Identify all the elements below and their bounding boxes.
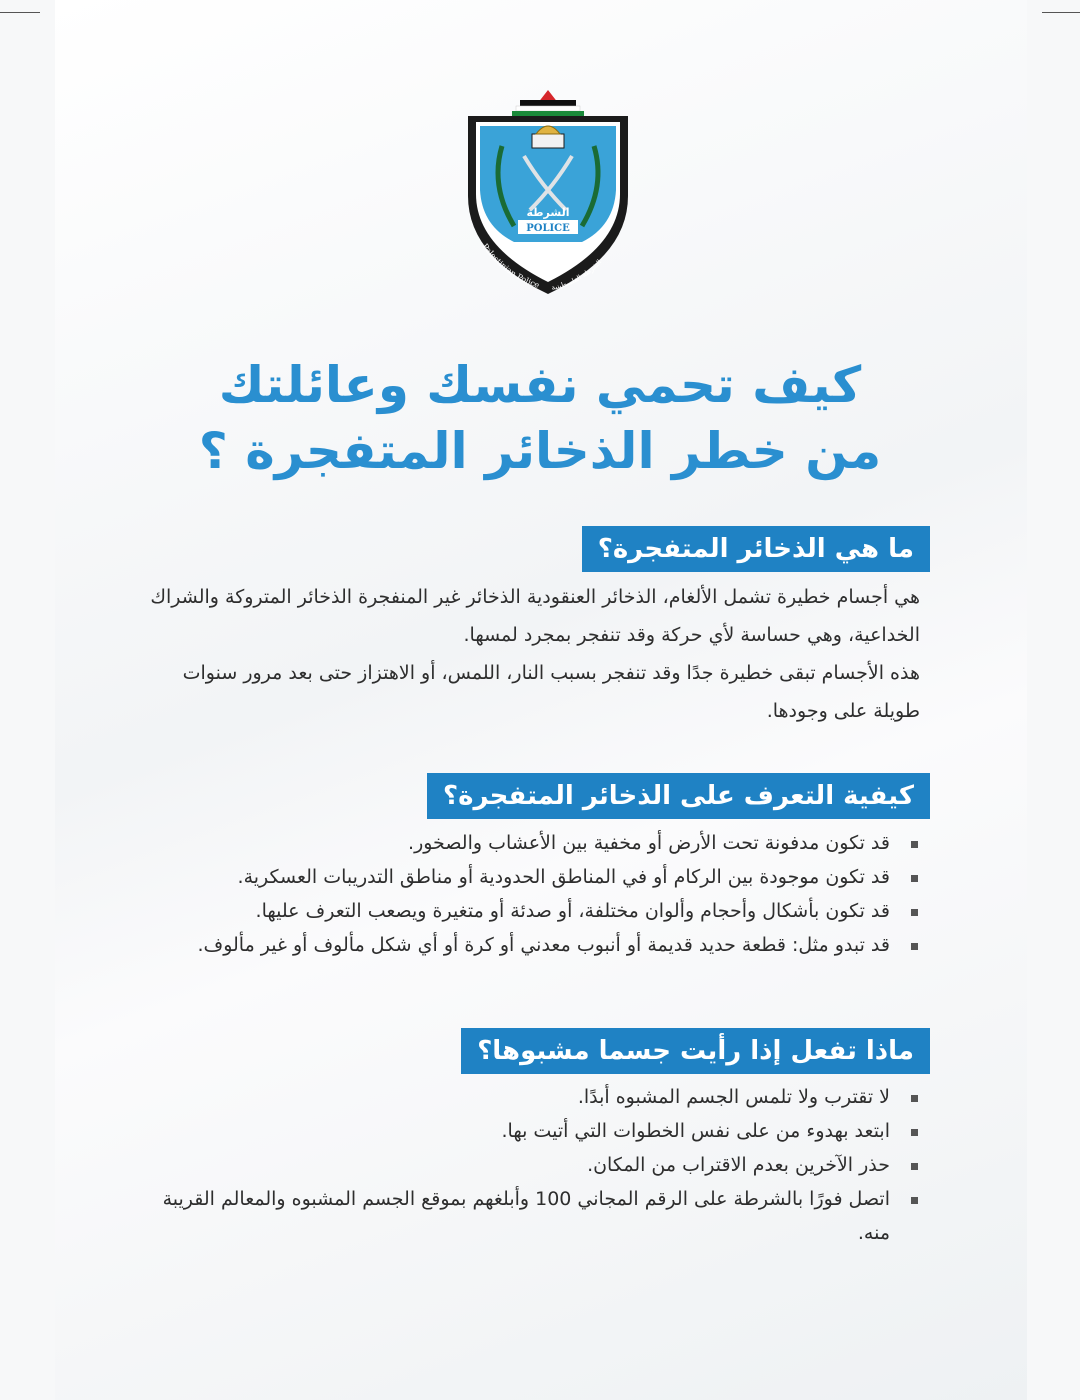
list-item	[150, 894, 920, 928]
section-header-what-are: ما هي الذخائر المتفجرة؟	[582, 526, 930, 572]
list-item	[150, 1182, 920, 1250]
section-header-what-to-do: ماذا تفعل إذا رأيت جسما مشبوها؟	[461, 1028, 930, 1074]
bullet-icon	[911, 943, 918, 950]
bullet-icon	[911, 1095, 918, 1102]
section-header-how-to-identify: كيفية التعرف على الذخائر المتفجرة؟	[427, 773, 930, 819]
list-item	[150, 1080, 920, 1114]
list-item-text: قد تبدو مثل: قطعة حديد قديمة أو أنبوب معدني أو كرة أو أي شكل مألوف أو غير مألوف.	[197, 934, 890, 956]
emblem-arabic-title: الشرطة	[526, 206, 570, 219]
list-item-text: اتصل فورًا بالشرطة على الرقم المجاني 100 وأبلغهم بموقع الجسم المشبوه والمعالم القريبة منه.	[162, 1188, 890, 1244]
list-item	[150, 928, 920, 962]
flag-black-stripe	[520, 100, 576, 106]
emblem-ring-arabic: الشرطة الفلسطينية	[550, 258, 604, 292]
headline-line-1: كيف تحمي نفسك وعائلتك	[218, 356, 862, 414]
list-item	[150, 826, 920, 860]
bullet-icon	[911, 1197, 918, 1204]
bullet-icon	[911, 875, 918, 882]
identify-list	[150, 826, 920, 962]
section-paragraph: هذه الأجسام تبقى خطيرة جدًا وقد تنفجر بسبب النار، اللمس، أو الاهتزاز حتى بعد مرور سنوات طويلة على وجودها.	[182, 662, 920, 722]
flag-white-stripe	[516, 106, 580, 111]
list-item-text: حذر الآخرين بعدم الاقتراب من المكان.	[587, 1154, 890, 1176]
list-item-text: قد تكون بأشكال وأحجام وألوان مختلفة، أو صدئة أو متغيرة ويصعب التعرف عليها.	[255, 900, 890, 922]
actions-list	[150, 1080, 920, 1250]
list-item-text: قد تكون مدفونة تحت الأرض أو مخفية بين الأعشاب والصخور.	[408, 832, 890, 854]
bullet-icon	[911, 1129, 918, 1136]
list-item-text: ابتعد بهدوء من على نفس الخطوات التي أتيت بها.	[501, 1120, 890, 1142]
emblem-english-title: POLICE	[526, 223, 570, 234]
list-item	[150, 1114, 920, 1148]
palestinian-police-emblem	[462, 86, 634, 300]
list-item	[150, 1148, 920, 1182]
emblem-ring-english: Palestinian Police	[480, 241, 541, 290]
bullet-icon	[911, 909, 918, 916]
list-item	[150, 860, 920, 894]
headline-line-2: من خطر الذخائر المتفجرة ؟	[198, 422, 882, 480]
bullet-icon	[911, 841, 918, 848]
crop-mark	[1042, 12, 1080, 13]
section-paragraph: هي أجسام خطيرة تشمل الألغام، الذخائر العنقودية الذخائر غير المنفجرة الذخائر المتروكة والشراك الخداعية، وهي حساسة لأي حركة وقد تنفجر بمجرد لمسها.	[150, 586, 920, 646]
bullet-icon	[911, 1163, 918, 1170]
list-item-text: لا تقترب ولا تلمس الجسم المشبوه أبدًا.	[577, 1086, 890, 1108]
crop-mark	[0, 12, 40, 13]
dome-building	[532, 134, 564, 148]
list-item-text: قد تكون موجودة بين الركام أو في المناطق الحدودية أو مناطق التدريبات العسكرية.	[237, 866, 890, 888]
